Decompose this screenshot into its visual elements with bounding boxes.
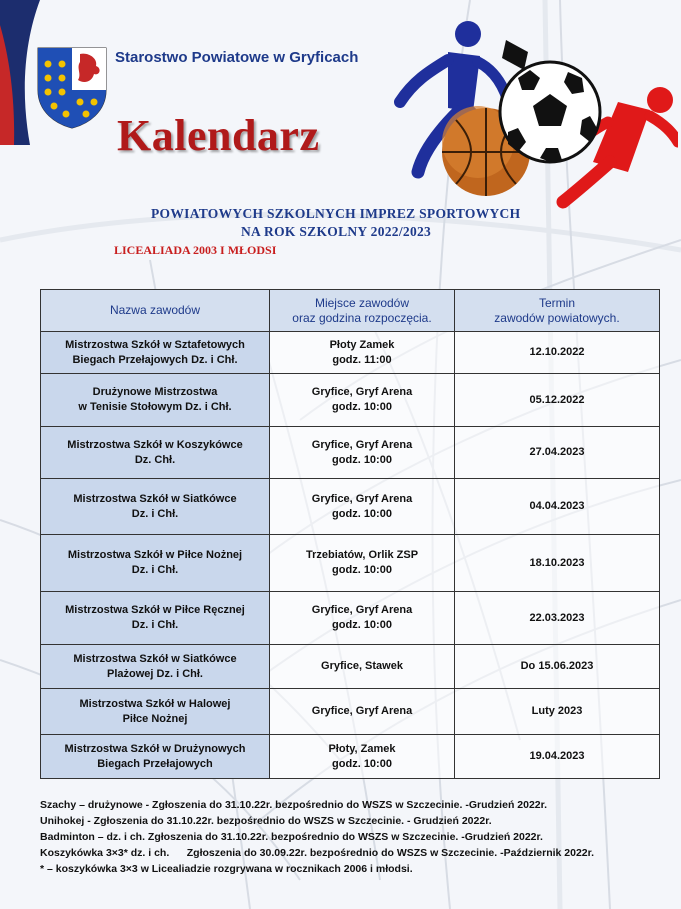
note-line: Unihokej - Zgłoszenia do 31.10.22r. bezpośrednio do WSZS w Szczecinie. - Grudzień 2022r. [40, 815, 492, 827]
event-place: Gryfice, Stawek [270, 645, 455, 689]
column-header-date: Termin zawodów powiatowych. [455, 290, 660, 332]
table-row [41, 479, 660, 535]
football-icon [500, 62, 600, 162]
event-place: Trzebiatów, Orlik ZSP godz. 10:00 [270, 535, 455, 592]
event-date: 27.04.2023 [455, 427, 660, 479]
event-name: Mistrzostwa Szkół w Halowej Piłce Nożnej [41, 689, 270, 735]
table-row [41, 689, 660, 735]
page-title: Kalendarz [117, 111, 320, 160]
notes-section [40, 797, 670, 877]
note-line: Koszykówka 3×3* dz. i ch. Zgłoszenia do 30.09.22r. bezpośrednio do WSZS w Szczecinie. -Październik 2022r. [40, 847, 595, 859]
sports-illustration [378, 12, 678, 212]
event-place: Gryfice, Gryf Arena godz. 10:00 [270, 427, 455, 479]
event-date: 12.10.2022 [455, 332, 660, 374]
organization-name: Starostwo Powiatowe w Gryficach [115, 49, 359, 66]
event-name: Mistrzostwa Szkół w Sztafetowych Biegach Przełajowych Dz. i Chł. [41, 332, 270, 374]
column-header-place: Miejsce zawodów oraz godzina rozpoczęcia. [270, 290, 455, 332]
note-line: Badminton – dz. i ch. Zgłoszenia do 31.10.22r. bezpośrednio do WSZS w Szczecinie. -Grudzień 2022r. [40, 831, 543, 843]
table-row [41, 374, 660, 427]
note-line: * – koszykówka 3×3 w Licealiadzie rozgrywana w rocznikach 2006 i młodsi. [40, 863, 413, 875]
event-date: 05.12.2022 [455, 374, 660, 427]
event-date: 22.03.2023 [455, 592, 660, 645]
event-name: Mistrzostwa Szkół w Koszykówce Dz. Chł. [41, 427, 270, 479]
event-name: Drużynowe Mistrzostwa w Tenisie Stołowym Dz. i Chł. [41, 374, 270, 427]
table-row [41, 332, 660, 374]
event-place: Gryfice, Gryf Arena godz. 10:00 [270, 592, 455, 645]
event-name: Mistrzostwa Szkół w Siatkówce Dz. i Chł. [41, 479, 270, 535]
event-place: Płoty Zamek godz. 11:00 [270, 332, 455, 374]
note-line: Szachy – drużynowe - Zgłoszenia do 31.10.22r. bezpośrednio do WSZS w Szczecinie. -Grudzień 2022r. [40, 799, 548, 811]
table-header-row [41, 290, 660, 332]
event-date: 19.04.2023 [455, 735, 660, 779]
event-date: 04.04.2023 [455, 479, 660, 535]
table-row [41, 535, 660, 592]
coat-of-arms-icon [36, 44, 108, 130]
event-name: Mistrzostwa Szkół w Siatkówce Plażowej Dz. i Chł. [41, 645, 270, 689]
table-row [41, 735, 660, 779]
event-place: Gryfice, Gryf Arena godz. 10:00 [270, 479, 455, 535]
table-row [41, 645, 660, 689]
column-header-name: Nazwa zawodów [41, 290, 270, 332]
event-place: Gryfice, Gryf Arena [270, 689, 455, 735]
events-table [40, 289, 660, 779]
subtitle-line-2: NA ROK SZKOLNY 2022/2023 [241, 224, 432, 239]
event-place: Gryfice, Gryf Arena godz. 10:00 [270, 374, 455, 427]
event-name: Mistrzostwa Szkół w Drużynowych Biegach Przełajowych [41, 735, 270, 779]
event-name: Mistrzostwa Szkół w Piłce Nożnej Dz. i Chł. [41, 535, 270, 592]
event-place: Płoty, Zamek godz. 10:00 [270, 735, 455, 779]
category-label: LICEALIADA 2003 I MŁODSI [114, 243, 277, 257]
subtitle-line-1: POWIATOWYCH SZKOLNYCH IMPREZ SPORTOWYCH [151, 206, 521, 221]
event-date: 18.10.2023 [455, 535, 660, 592]
event-name: Mistrzostwa Szkół w Piłce Ręcznej Dz. i Chł. [41, 592, 270, 645]
event-date: Do 15.06.2023 [455, 645, 660, 689]
event-date: Luty 2023 [455, 689, 660, 735]
table-row [41, 427, 660, 479]
table-row [41, 592, 660, 645]
